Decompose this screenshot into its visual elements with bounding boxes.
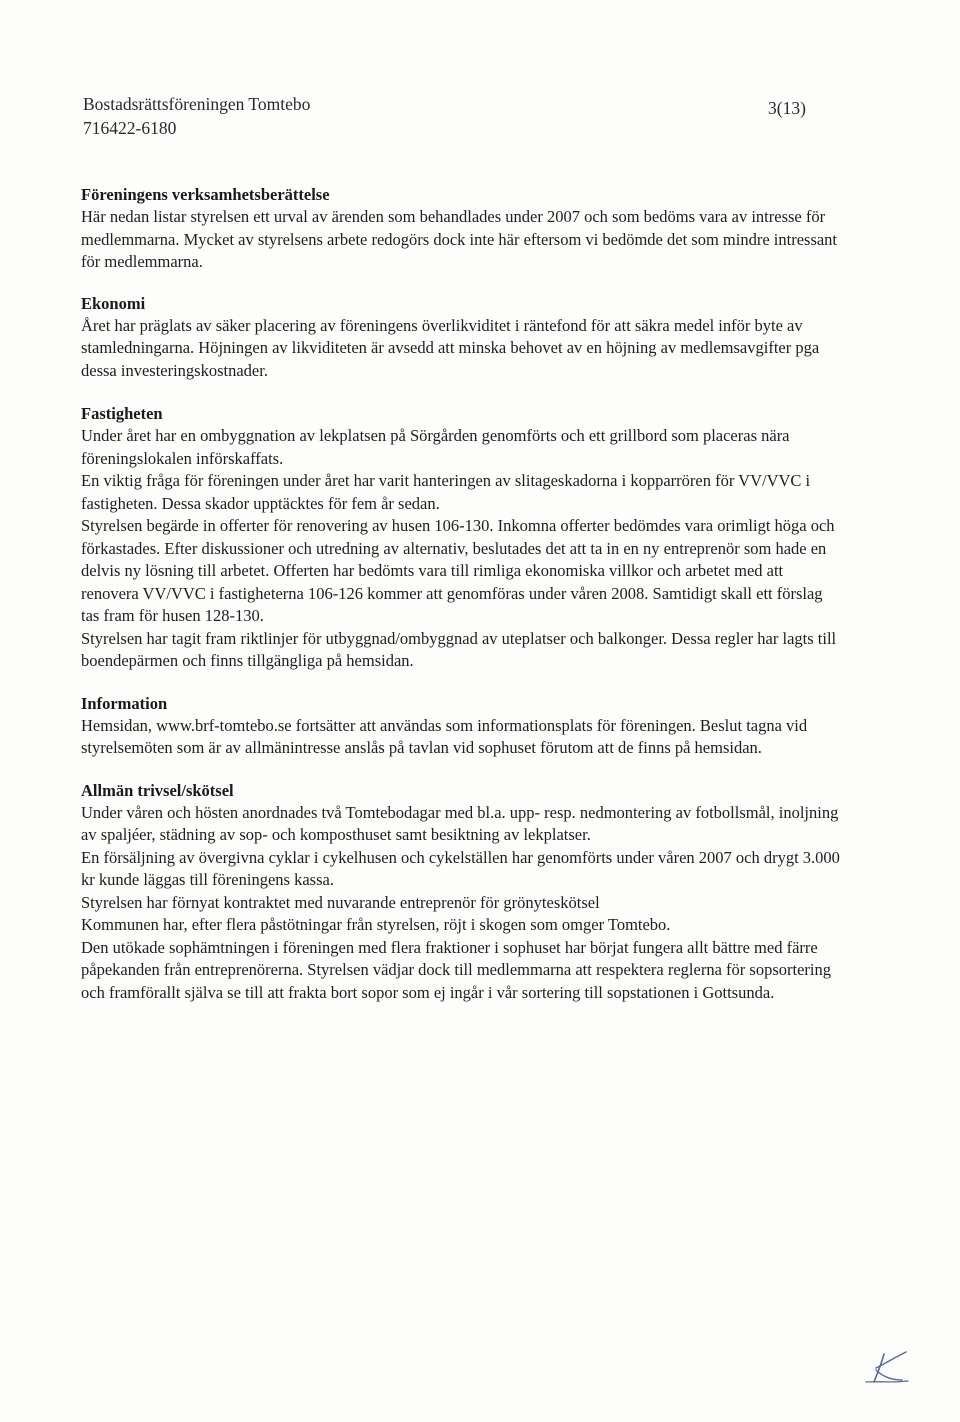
- paragraph: Året har präglats av säker placering av föreningens överlikviditet i räntefond för att säkra medel inför byte av stamledningarna. Höjningen av likviditeten är avsedd att minska behovet av en höjning av medlemsavgifter pga dessa investeringskostnader.: [81, 315, 820, 380]
- paragraph: Under våren och hösten anordnades två Tomtebodagar med bl.a. upp- resp. nedmontering av fotbollsmål, inoljning av spaljéer, städning av sop- och komposthuset samt besiktning av lekplatser.: [81, 802, 839, 844]
- section-title: Ekonomi: [81, 293, 146, 313]
- signature-initials: [862, 1348, 912, 1388]
- paragraph: En försäljning av övergivna cyklar i cykelhusen och cykelställen har genomförts under våren 2007 och drygt 3.000 kr kunde läggas till föreningens kassa.: [81, 847, 840, 889]
- page-number: 3(13): [768, 98, 806, 118]
- section-ekonomi: [81, 292, 841, 383]
- section-allman-trivsel: [81, 779, 841, 1005]
- section-title: Allmän trivsel/skötsel: [81, 780, 234, 800]
- paragraph: Kommunen har, efter flera påstötningar från styrelsen, röjt i skogen som omger Tomtebo.: [81, 915, 671, 934]
- document-body: [81, 183, 841, 1004]
- organization-number: 716422-6180: [83, 118, 177, 138]
- paragraph: Under året har en ombyggnation av lekplatsen på Sörgården genomförts och ett grillbord som placeras nära föreningslokalen införskaffats.: [81, 426, 790, 468]
- paragraph: Styrelsen har tagit fram riktlinjer för utbyggnad/ombyggnad av uteplatser och balkonger. Dessa regler har lagts till boendepärmen och finns tillgängliga på hemsidan.: [81, 628, 837, 670]
- paragraph: En viktig fråga för föreningen under året har varit hanteringen av slitageskadorna i kopparrören för VV/VVC i fastigheten. Dessa skador upptäcktes för fem år sedan.: [81, 471, 811, 513]
- section-fastigheten: [81, 402, 841, 673]
- paragraph: Styrelsen begärde in offerter för renovering av husen 106-130. Inkomna offerter bedömdes vara orimligt höga och förkastades. Efter diskussioner och utredning av alternativ, beslutades det att ta in en ny entreprenör som hade en delvis ny lösning till arbetet. Offerten har bedömts vara till rimliga ekonomiska villkor och arbetet med att renovera VV/VVC i fastigheterna 106-126 kommer att genomföras under våren 2008. Samtidigt skall ett förslag tas fram för husen 128-130.: [81, 516, 835, 625]
- section-verksamhetsberattelse: [81, 183, 841, 274]
- organization-name: Bostadsrättsföreningen Tomtebo: [83, 94, 311, 114]
- paragraph: Den utökade sophämtningen i föreningen med flera fraktioner i sophuset har börjat fungera allt bättre med färre påpekanden från entreprenörerna. Styrelsen vädjar dock till medlemmarna att respektera reglerna för sopsortering och framförallt själva se till att frakta bort sopor som ej ingår i vår sortering till sopstationen i Gottsunda.: [81, 937, 831, 1002]
- section-title: Fastigheten: [81, 404, 163, 423]
- section-information: [81, 692, 841, 760]
- paragraph: Här nedan listar styrelsen ett urval av ärenden som behandlades under 2007 och som bedöms vara av intresse för medlemmarna. Mycket av styrelsens arbete redogörs dock inte här eftersom vi bedömde det som mindre intressant för medlemmarna.: [81, 207, 838, 271]
- page-header: [83, 92, 823, 140]
- section-title: Information: [81, 693, 168, 713]
- paragraph: Hemsidan, www.brf-tomtebo.se fortsätter att användas som informationsplats för föreningen. Beslut tagna vid styrelsemöten som är av allmänintresse anslås på tavlan vid sophuset förutom att de finns på hemsidan.: [81, 715, 808, 757]
- paragraph: Styrelsen har förnyat kontraktet med nuvarande entreprenör för grönyteskötsel: [81, 892, 600, 912]
- section-title: Föreningens verksamhetsberättelse: [81, 185, 330, 204]
